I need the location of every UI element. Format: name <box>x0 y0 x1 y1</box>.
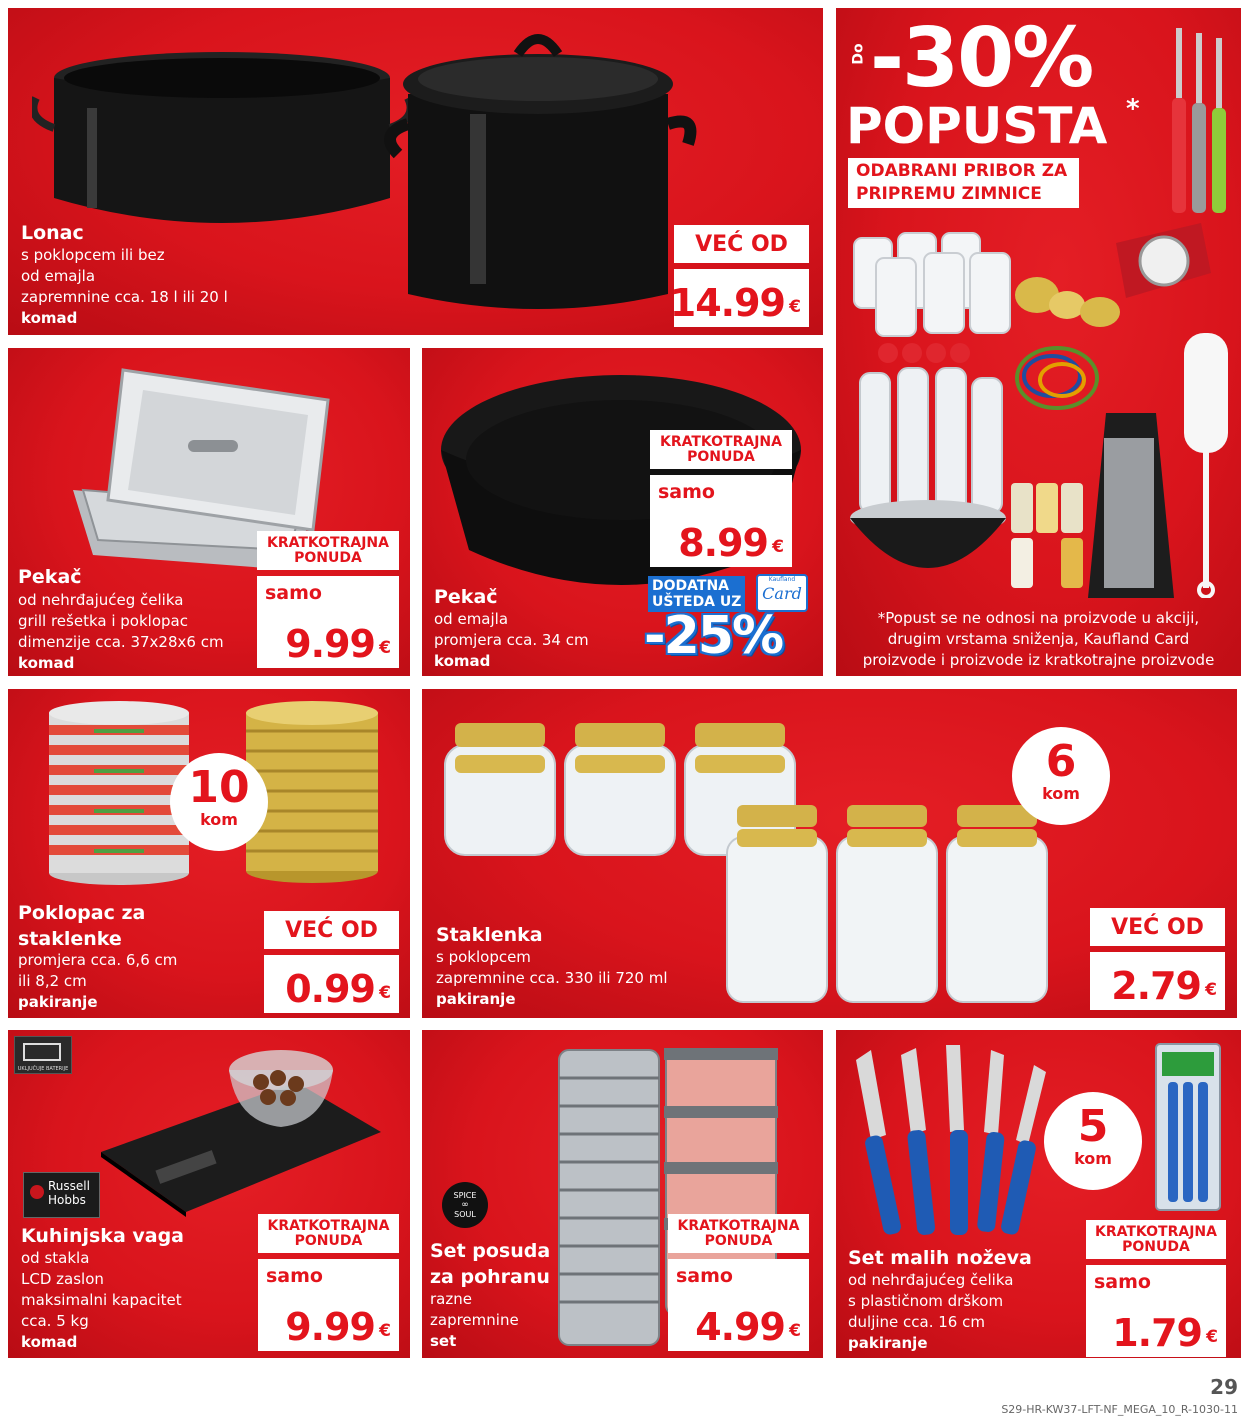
desc-line: s poklopcem ili bez <box>21 246 165 264</box>
desc-line: razne <box>430 1290 472 1308</box>
offer-poklopac[interactable] <box>8 689 410 1018</box>
currency-symbol: € <box>379 983 391 1003</box>
offer-set-posuda[interactable] <box>422 1030 823 1358</box>
price-tag <box>257 531 399 668</box>
large-glass-jars-image <box>722 797 1062 1007</box>
small-jars-image <box>846 218 1016 338</box>
name-line: staklenke <box>18 928 122 950</box>
name-line: Set posuda <box>430 1240 551 1262</box>
brand-line: Russell <box>48 1179 90 1193</box>
desc-line: od emajla <box>434 610 509 628</box>
product-description <box>430 1289 519 1352</box>
badge-unit: kom <box>1074 1149 1112 1168</box>
unit-label: set <box>430 1332 457 1350</box>
unit-label: pakiranje <box>848 1334 928 1352</box>
pot-wide-image <box>32 48 412 238</box>
unit-label: komad <box>434 652 491 670</box>
unit-label: pakiranje <box>436 990 516 1008</box>
bottle-brush-image <box>1176 328 1236 598</box>
apple-slicer-image <box>1106 203 1216 313</box>
product-description <box>18 950 177 1013</box>
desc-line: zapremnine cca. 18 l ili 20 l <box>21 288 228 306</box>
promo-footnote <box>836 608 1241 671</box>
bottles-image <box>854 343 1014 523</box>
card-logo-text: Card <box>762 584 802 603</box>
card-line: UŠTEDA UZ <box>652 594 742 610</box>
samo-label: samo <box>265 582 322 604</box>
price-amount: 14.99 <box>669 281 785 325</box>
samo-label: samo <box>658 481 715 503</box>
desc-line: od stakla <box>21 1249 90 1267</box>
from-label: VEĆ OD <box>264 911 399 949</box>
product-description <box>434 609 589 672</box>
print-code: S29-HR-KW37-LFT-NF_MEGA_10_R-1030-11 <box>1001 1403 1238 1416</box>
desc-line: od nehrđajućeg čelika <box>848 1271 1014 1289</box>
price-box <box>258 1259 399 1351</box>
card-line: DODATNA <box>652 578 729 594</box>
desc-line: od nehrđajućeg čelika <box>18 591 184 609</box>
price-tag <box>264 911 399 1013</box>
knives-image <box>1166 28 1236 223</box>
short-offer-label <box>668 1214 809 1253</box>
promo-discount: -30% <box>870 11 1093 106</box>
samo-label: samo <box>676 1265 733 1287</box>
price-box <box>257 576 399 668</box>
price-amount: 1.79 <box>1112 1311 1202 1355</box>
brand-line: Hobbs <box>48 1193 86 1207</box>
quantity-badge <box>170 753 268 851</box>
price-tag <box>650 430 792 567</box>
desc-line: cca. 5 kg <box>21 1312 89 1330</box>
tag-line: KRATKOTRAJNA <box>267 535 389 551</box>
tag-line: PONUDA <box>1122 1239 1190 1255</box>
offer-staklenka[interactable] <box>422 689 1237 1018</box>
desc-line: promjera cca. 6,6 cm <box>18 951 178 969</box>
short-offer-label <box>1086 1220 1226 1259</box>
unit-label: komad <box>21 309 78 327</box>
page-number: 29 <box>1210 1375 1238 1399</box>
promo-asterisk: * <box>1126 94 1140 124</box>
product-description <box>21 245 228 329</box>
tag-line: KRATKOTRAJNA <box>267 1218 390 1234</box>
offer-pekac-enamel[interactable] <box>422 348 823 676</box>
unit-label: pakiranje <box>18 993 98 1011</box>
subtitle-line: PRIPREMU ZIMNICE <box>856 184 1042 204</box>
price-amount: 2.79 <box>1111 964 1201 1008</box>
short-offer-label <box>258 1214 399 1253</box>
product-name: Kuhinjska vaga <box>21 1225 185 1247</box>
promo-discount-panel <box>836 8 1241 676</box>
tag-line: KRATKOTRAJNA <box>1095 1224 1217 1240</box>
currency-symbol: € <box>789 1321 801 1341</box>
offer-set-nozeva[interactable] <box>836 1030 1241 1358</box>
product-name: Pekač <box>18 566 82 588</box>
product-description <box>21 1248 182 1353</box>
tag-line: KRATKOTRAJNA <box>677 1218 800 1234</box>
price-amount: 8.99 <box>678 521 768 565</box>
unit-label: komad <box>18 654 75 672</box>
quantity-badge <box>1044 1092 1142 1190</box>
product-name: Lonac <box>21 222 84 244</box>
badge-number: 10 <box>188 762 250 813</box>
desc-line: maksimalni kapacitet <box>21 1291 182 1309</box>
tag-line: PONUDA <box>687 449 755 465</box>
brand-mark-icon: ∞ <box>461 1200 469 1210</box>
desc-line: od emajla <box>21 267 96 285</box>
name-line: Poklopac za <box>18 902 146 924</box>
desc-line: dimenzije cca. 37x28x6 cm <box>18 633 224 651</box>
tag-line: KRATKOTRAJNA <box>660 434 782 450</box>
quantity-badge <box>1012 727 1110 825</box>
price-tag <box>258 1214 399 1351</box>
tag-line: PONUDA <box>704 1233 773 1249</box>
subtitle-line: ODABRANI PRIBOR ZA <box>856 161 1068 181</box>
price-box <box>669 269 809 327</box>
product-name: Staklenka <box>436 924 543 946</box>
brand-mark-icon <box>30 1185 44 1199</box>
price-box <box>1090 952 1225 1010</box>
badge-unit: kom <box>200 810 238 829</box>
spice-set-image <box>1006 463 1091 593</box>
product-description <box>848 1270 1013 1354</box>
product-name: Pekač <box>434 586 498 608</box>
currency-symbol: € <box>1205 980 1217 1000</box>
card-logo-top: Kaufland <box>768 576 796 583</box>
footnote-line: drugim vrstama sniženja, Kaufland Card <box>887 630 1190 648</box>
price-tag <box>669 225 809 327</box>
short-offer-label <box>650 430 792 469</box>
stock-pot-image <box>368 24 708 314</box>
badge-number: 5 <box>1077 1101 1109 1152</box>
battery-icon <box>23 1043 61 1061</box>
bowl-image <box>846 498 1011 598</box>
card-discount-value: -25% <box>644 606 783 666</box>
badge-number: 6 <box>1045 736 1077 787</box>
kitchen-scale-image <box>96 1042 386 1217</box>
knives-set-image <box>846 1040 1056 1250</box>
price-box <box>668 1259 809 1351</box>
promo-subtitle <box>848 158 1079 208</box>
desc-line: s poklopcem <box>436 948 531 966</box>
tag-line: PONUDA <box>294 550 362 566</box>
kaufland-card-discount <box>644 572 814 668</box>
name-line: za pohranu <box>430 1266 550 1288</box>
price-amount: 4.99 <box>695 1305 785 1349</box>
russell-hobbs-logo <box>23 1172 100 1218</box>
samo-label: samo <box>1094 1271 1151 1293</box>
price-box <box>264 955 399 1013</box>
price-box <box>650 475 792 567</box>
offer-pekac-steel[interactable] <box>8 348 410 676</box>
currency-symbol: € <box>1206 1327 1218 1347</box>
product-name: Set malih noževa <box>848 1247 1032 1269</box>
tag-line: PONUDA <box>294 1233 363 1249</box>
footnote-line: proizvode i proizvode iz kratkotrajne proizvode <box>862 651 1215 669</box>
from-label: VEĆ OD <box>674 225 809 263</box>
price-amount: 0.99 <box>285 967 375 1011</box>
unit-label: komad <box>21 1333 78 1351</box>
product-description <box>18 590 224 674</box>
price-amount: 9.99 <box>285 1305 375 1349</box>
desc-line: s plastičnom drškom <box>848 1292 1004 1310</box>
price-tag <box>1086 1220 1226 1357</box>
currency-symbol: € <box>379 638 391 658</box>
promo-prefix: Do <box>850 43 867 65</box>
samo-label: samo <box>266 1265 323 1287</box>
desc-line: promjera cca. 34 cm <box>434 631 589 649</box>
desc-line: zapremnine cca. 330 ili 720 ml <box>436 969 668 987</box>
badge-unit: kom <box>1042 784 1080 803</box>
rubber-bands-image <box>1012 338 1102 418</box>
desc-line: grill rešetka i poklopac <box>18 612 188 630</box>
desc-line: zapremnine <box>430 1311 519 1329</box>
price-amount: 9.99 <box>285 622 375 666</box>
spice-soul-logo <box>442 1182 488 1228</box>
battery-included-badge <box>14 1036 72 1074</box>
desc-line: duljine cca. 16 cm <box>848 1313 985 1331</box>
desc-line: ili 8,2 cm <box>18 972 87 990</box>
brand-line: SOUL <box>454 1210 476 1219</box>
price-tag <box>668 1214 809 1351</box>
desc-line: LCD zaslon <box>21 1270 104 1288</box>
offer-lonac[interactable] <box>8 8 823 335</box>
footnote-line: *Popust se ne odnosi na proizvode u akciji, <box>877 609 1200 627</box>
currency-symbol: € <box>772 537 784 557</box>
product-name <box>18 900 145 952</box>
price-tag <box>1090 908 1225 1010</box>
offer-kuhinjska-vaga[interactable] <box>8 1030 410 1358</box>
currency-symbol: € <box>379 1321 391 1341</box>
from-label: VEĆ OD <box>1090 908 1225 946</box>
grater-image <box>1086 408 1176 603</box>
product-name <box>430 1238 550 1290</box>
currency-symbol: € <box>789 297 801 317</box>
brand-line: SPICE <box>453 1191 477 1200</box>
promo-headline: POPUSTA <box>846 97 1108 155</box>
price-box <box>1086 1265 1226 1357</box>
knives-package-image <box>1154 1042 1222 1212</box>
product-description <box>436 947 668 1010</box>
short-offer-label <box>257 531 399 570</box>
battery-label: UKLJUČUJE BATERIJE <box>17 1066 69 1072</box>
